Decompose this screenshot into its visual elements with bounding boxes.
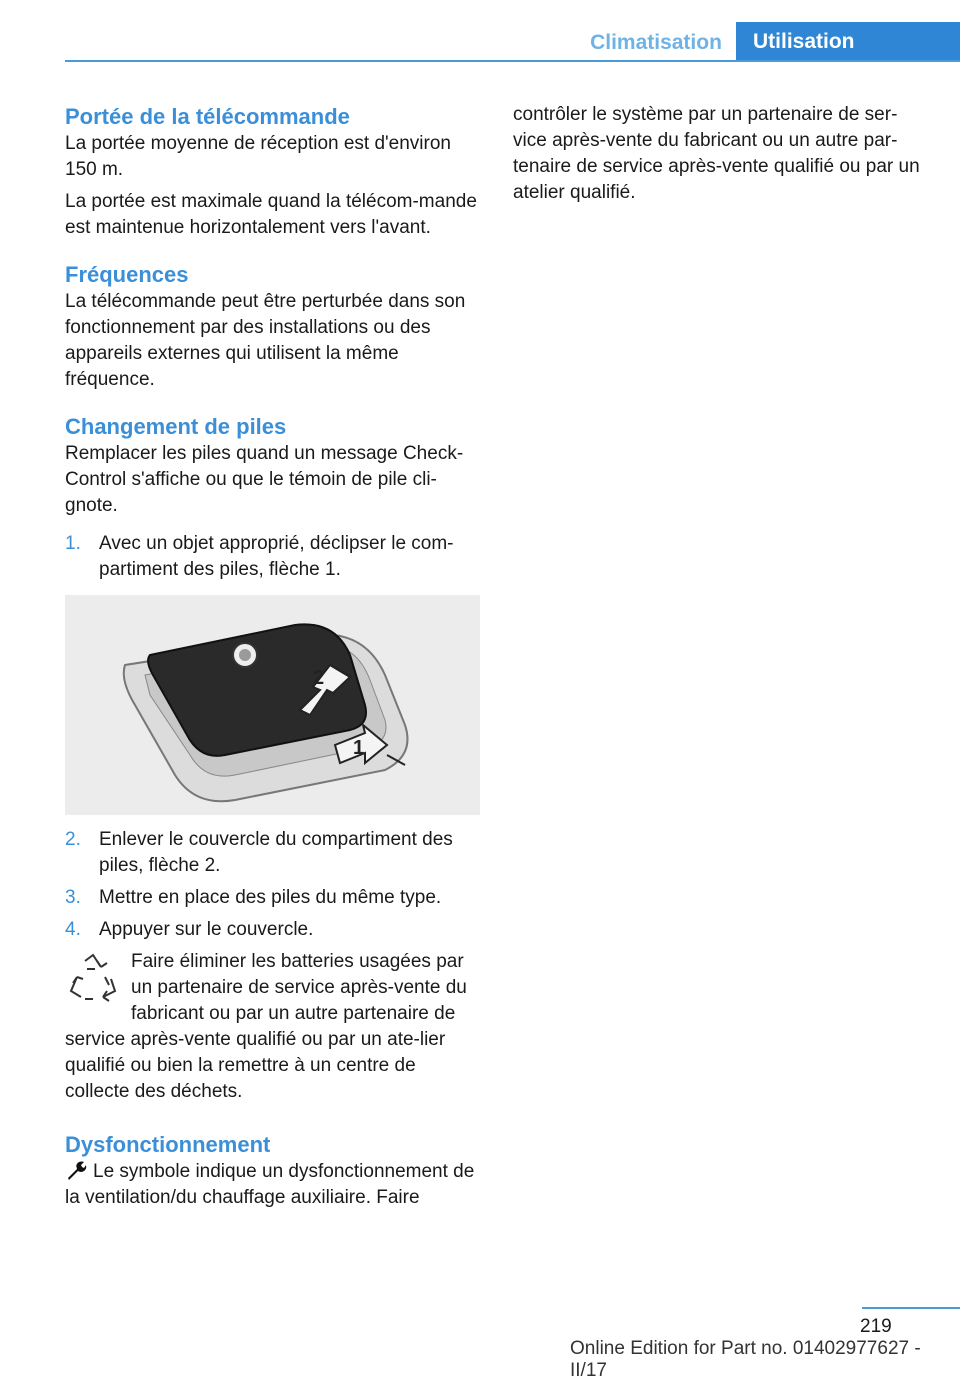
left-column	[65, 103, 483, 1211]
step-3	[65, 885, 483, 911]
header-section-climatisation: Climatisation	[590, 31, 722, 54]
footer-rule	[862, 1307, 960, 1309]
step-number: 2.	[65, 829, 81, 850]
para-battery-change: Remplacer les piles quand un message Check-Control s'affiche ou que le témoin de pile cli‐gnote.	[65, 443, 464, 516]
para-recycle: Faire éliminer les batteries usagées par un partenaire de service après-vente du fabricant ou par un autre partenaire de service après-vente qualifié ou par un ate‐lier qualifié ou bien la remettre à un centre de collecte des déchets.	[65, 951, 467, 1102]
para-malfunction-text: Le symbole indique un dysfonctionnement de la ventilation/du chauffage auxiliaire. Faire	[65, 1161, 475, 1208]
step-2	[65, 827, 483, 879]
heading-battery-change: Changement de piles	[65, 414, 287, 439]
recycle-note	[65, 949, 483, 1105]
para-continuation: contrôler le système par un partenaire de ser‐vice après-vente du fabricant ou un autre par‐tenaire de service après-vente qualifié ou par un atelier qualifié.	[513, 104, 920, 203]
key-fob-illustration	[65, 595, 480, 815]
heading-frequencies: Fréquences	[65, 262, 189, 287]
edition-footer: Online Edition for Part no. 01402977627 - II/17	[570, 1338, 921, 1381]
step-text: Mettre en place des piles du même type.	[99, 887, 442, 908]
step-number: 3.	[65, 887, 81, 908]
para-range-2: La portée est maximale quand la télécom‐mande est maintenue horizontalement vers l'avant.	[65, 191, 477, 238]
step-4	[65, 917, 483, 943]
para-frequencies: La télécommande peut être perturbée dans son fonctionnement par des installations ou des appareils externes qui utilisent la même fréquence.	[65, 291, 466, 390]
header-section-utilisation: Utilisation	[736, 22, 960, 62]
key-fob-figure	[65, 595, 480, 815]
header-rule	[65, 60, 960, 62]
right-column	[513, 102, 923, 206]
steps-list-continued	[65, 827, 483, 943]
step-text: Appuyer sur le couvercle.	[99, 919, 314, 940]
step-1	[65, 531, 483, 583]
recycle-icon	[65, 951, 121, 1011]
heading-range: Portée de la télécommande	[65, 104, 350, 129]
step-number: 4.	[65, 919, 81, 940]
arrow-label-1: 1	[353, 737, 365, 759]
step-number: 1.	[65, 533, 81, 554]
steps-list	[65, 531, 483, 583]
step-text: Avec un objet approprié, déclipser le com‐partiment des piles, flèche 1.	[99, 533, 454, 580]
step-text: Enlever le couvercle du compartiment des piles, flèche 2.	[99, 829, 453, 876]
para-malfunction	[65, 1159, 483, 1211]
page-number: 219	[860, 1316, 892, 1337]
arrow-label-2: 2	[313, 667, 325, 689]
heading-malfunction: Dysfonctionnement	[65, 1132, 271, 1157]
wrench-icon	[65, 1160, 87, 1180]
para-range-1: La portée moyenne de réception est d'environ 150 m.	[65, 133, 451, 180]
